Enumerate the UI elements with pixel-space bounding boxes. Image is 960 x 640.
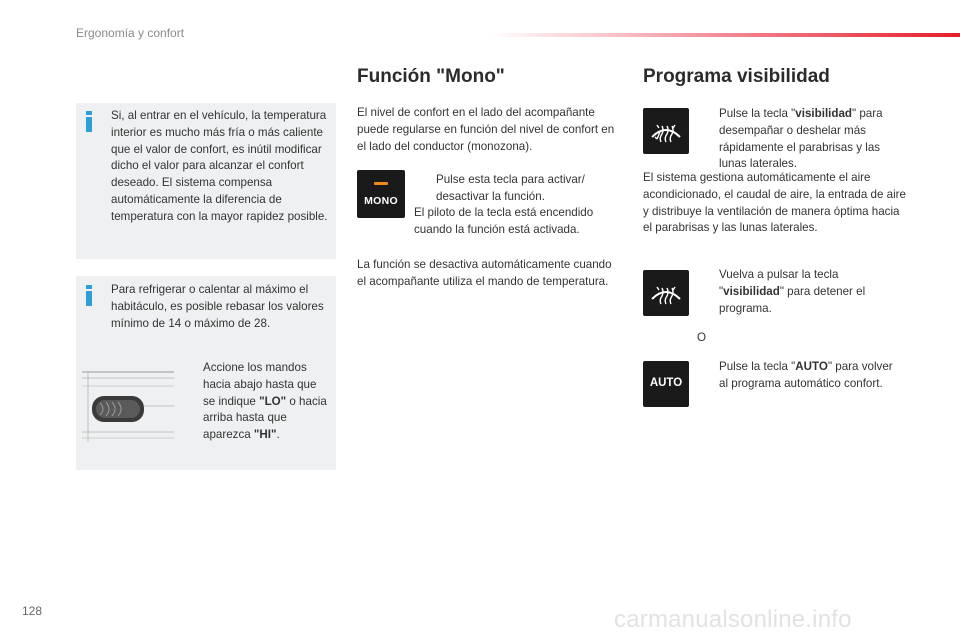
- dial-text-part: Accione los mandos hacia abajo hasta que se indique: [203, 361, 317, 408]
- step-keyword: AUTO: [795, 360, 828, 373]
- info-text-limits: Para refrigerar o calentar al máximo el habitáculo, es posible rebasar los valores mínimo de 14 o máximo de 28.: [111, 283, 324, 330]
- mono-indicator-light: [374, 182, 388, 185]
- step-keyword: visibilidad: [795, 107, 852, 120]
- step-text: " para desempañar o deshelar más rápidamente el parabrisas y las lunas laterales.: [719, 107, 883, 171]
- step-text: Vuelva a pulsar la tecla ": [719, 268, 839, 298]
- mono-button[interactable]: [357, 170, 405, 218]
- step-text: " para volver al programa automático confort.: [719, 360, 893, 390]
- lo-label: "LO": [259, 394, 287, 408]
- info-icon: [86, 111, 92, 132]
- watermark: carmanualsonline.info: [614, 606, 852, 633]
- auto-button-label: AUTO: [649, 377, 683, 389]
- windshield-defrost-icon: [643, 270, 689, 316]
- step-text: Pulse la tecla ": [719, 360, 796, 373]
- or-separator: O: [697, 331, 707, 344]
- dial-instruction: [203, 360, 331, 444]
- step-text: Pulse la tecla ": [719, 107, 796, 120]
- auto-button[interactable]: [643, 361, 689, 407]
- mono-step: Pulse esta tecla para activar/ desactivar la función.: [436, 173, 585, 203]
- step-text: " para detener el programa.: [719, 284, 866, 315]
- info-box-limits: [76, 276, 336, 470]
- dial-text-part: o hacia arriba hasta que aparezca: [203, 394, 327, 442]
- mono-title: Función "Mono": [357, 66, 505, 87]
- page-number: 128: [22, 604, 43, 618]
- mono-intro: El nivel de confort en el lado del acompañante puede regularse en función del nivel de confort en el lado del conductor (monozona).: [357, 106, 615, 153]
- visibility-step-1: [719, 106, 903, 173]
- windshield-defrost-icon: [643, 108, 689, 154]
- visibility-title: Programa visibilidad: [643, 66, 830, 87]
- temperature-dial-illustration: [80, 366, 176, 448]
- visibility-button-2[interactable]: [643, 270, 689, 316]
- info-text-temperature: Si, al entrar en el vehículo, la temperatura interior es mucho más fría o más caliente que el valor de confort, es inútil modificar dicho el valor para alcanzar el confort deseado. El sistema compensa automáticamente la diferencia de temperatura con la mayor rapidez posible.: [111, 109, 328, 223]
- visibility-step-2: [719, 267, 899, 317]
- info-icon: [86, 285, 92, 306]
- visibility-step-3: [719, 359, 899, 393]
- step-keyword: visibilidad: [723, 284, 780, 298]
- mono-indicator-text: El piloto de la tecla está encendido cuando la función está activada.: [414, 206, 594, 236]
- visibility-button[interactable]: [643, 108, 689, 154]
- header-accent-bar: [490, 33, 960, 37]
- visibility-description: El sistema gestiona automáticamente el aire acondicionado, el caudal de aire, la entrada de aire y distribuye la ventilación de manera óptima hacia el parabrisas y las lunas laterales.: [643, 171, 906, 235]
- mono-deactivate-text: La función se desactiva automáticamente cuando el acompañante utiliza el mando de temperatura.: [357, 258, 612, 288]
- hi-label: "HI": [253, 428, 277, 442]
- section-title: Ergonomía y confort: [76, 26, 185, 40]
- info-box-temperature: [76, 103, 336, 259]
- mono-button-label: MONO: [364, 195, 398, 207]
- dial-text-part: .: [276, 428, 280, 442]
